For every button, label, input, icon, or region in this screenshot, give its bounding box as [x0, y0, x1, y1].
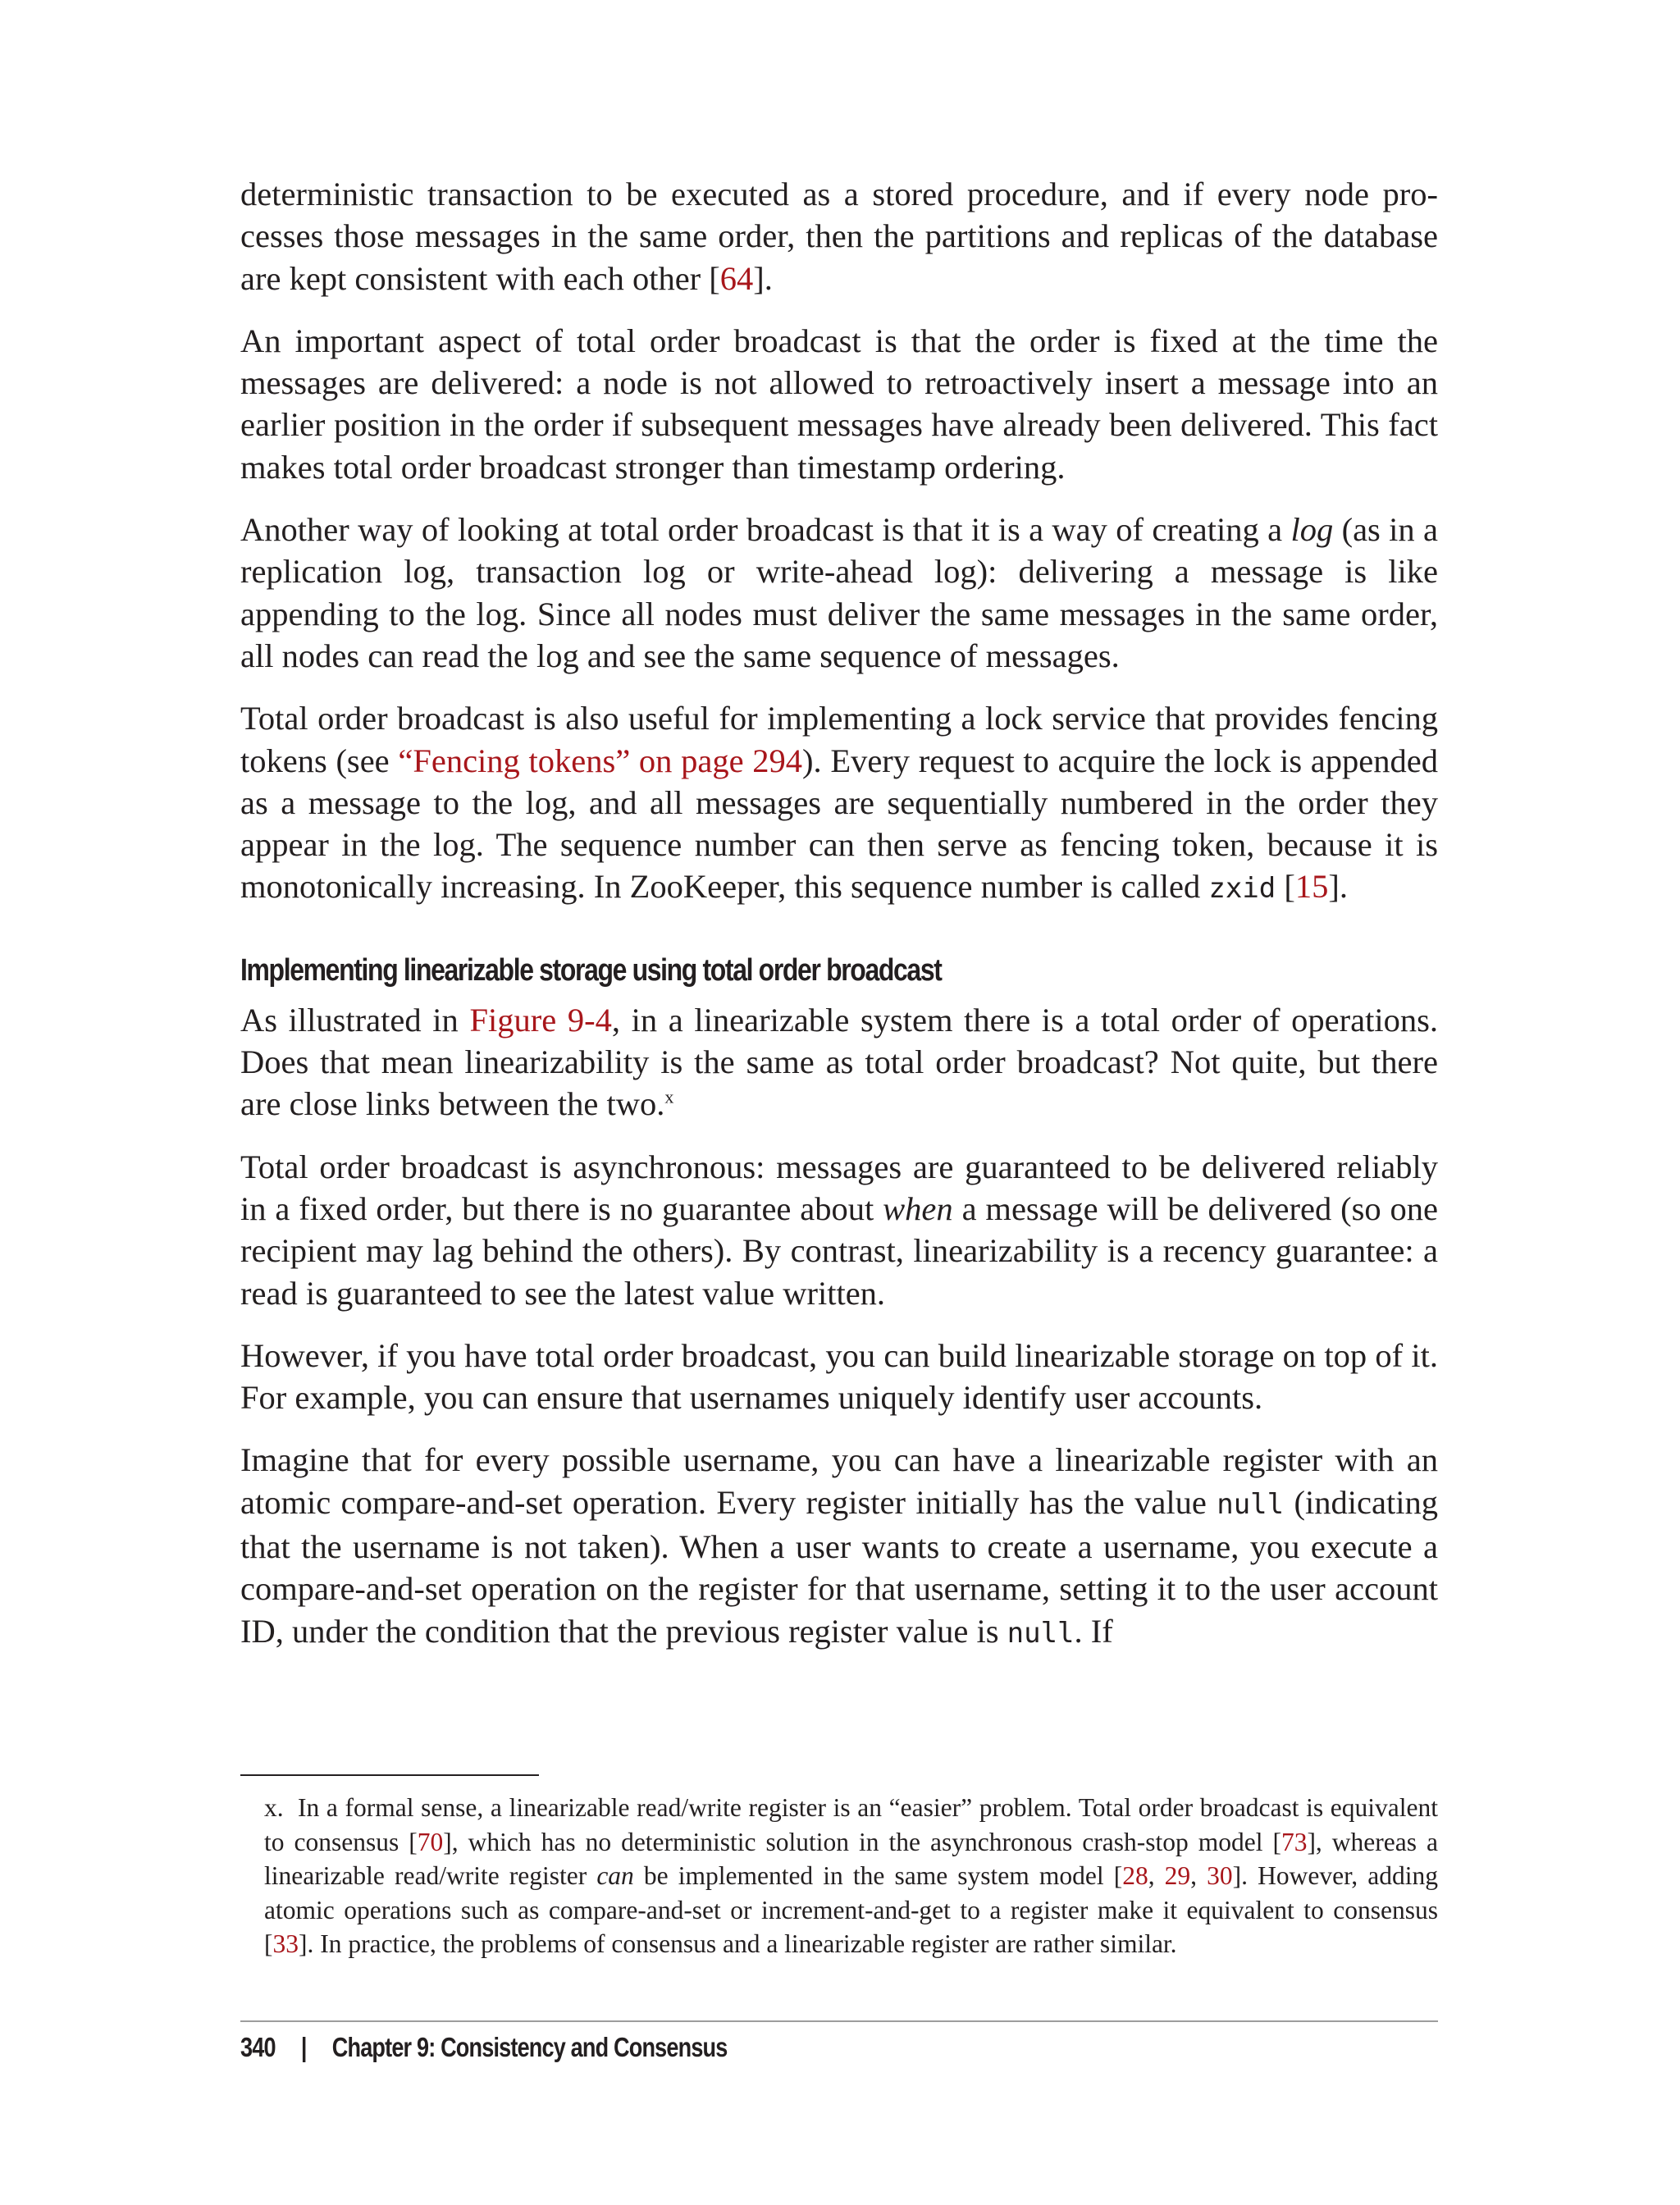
section-paragraph-2: Total order broadcast is asynchronous: messages are guaranteed to be delivered reliably in a fixed order, but there is no guarantee about when a message will be delivered (so one recipient may lag behind the others). By contrast, linearizability is a recency guarantee: a read is guaranteed to see the latest value written. — [240, 1148, 1438, 1312]
paragraph-4: Total order broadcast is also useful for implementing a lock service that provides fencing tokens (see “Fencing tokens” on page 294). Every request to acquire the lock is appended as a message to the log, and all messages are sequentially numbered in the order they appear in the log. The sequence number can then serve as fencing token, because it is monotonically increasing. In ZooKeeper, this sequence number is called zxid [15]. — [240, 700, 1438, 906]
emphasis: can — [596, 1861, 634, 1890]
paragraph-3: Another way of looking at total order broadcast is that it is a way of creating a log (as in a replication log, transaction log or write-ahead log): delivering a message is like appending to the log. Since all nodes must deliver the same messages in the same order, all nodes can read the log and see the same sequence of messages. — [240, 511, 1438, 674]
page-number: 340 — [240, 2032, 276, 2062]
chapter-title: Chapter 9: Consistency and Consensus — [331, 2032, 728, 2062]
paragraph-2: An important aspect of total order broadcast is that the order is fixed at the time the messages are delivered: a node is not allowed to retroactively insert a message into an earlier position in the order if subsequent messages have already been delivered. This fact makes total order broadcast stronger than timestamp ordering. — [240, 322, 1438, 486]
emphasis: log — [1290, 511, 1334, 549]
main-text — [240, 173, 1438, 1675]
page-footer — [240, 2029, 728, 2066]
citation-link[interactable]: 70 — [417, 1827, 444, 1856]
paragraph-1: deterministic transaction to be executed as a stored procedure, and if every node processes those messages in the same order, then the partitions and replicas of the database are kept consistent with each other [64]. — [240, 176, 1438, 297]
footer-separator: | — [300, 2032, 307, 2062]
inline-code: null — [1217, 1487, 1285, 1521]
figure-link[interactable]: Figure 9-4 — [469, 1001, 612, 1039]
citation-link[interactable]: 33 — [272, 1929, 299, 1958]
section-heading: Implementing linearizable storage using total order broadcast — [240, 952, 942, 988]
citation-link[interactable]: 73 — [1281, 1827, 1308, 1856]
emphasis: when — [883, 1189, 953, 1227]
section-paragraph-1: As illustrated in Figure 9-4, in a linearizable system there is a total order of operations. Does that mean linearizability is the same as total order broadcast? Not quite, but there are close links between the two.$^x$ — [240, 1001, 1438, 1123]
footnote-divider — [240, 1774, 539, 1776]
footer-divider — [240, 2020, 1438, 2022]
citation-link[interactable]: 64 — [719, 259, 754, 297]
footnote: x. In a formal sense, a linearizable read/write register is an “easier” problem. Total order broadcast is equivalent to consensus [70], which has no deterministic solution in the asynchronous crash-stop model [73], whereas a linearizable read/write register can be implemented in the same system model [28, 29, 30]. However, adding atomic operations such as compare-and-set or increment-and-get to a register make it equivalent to consensus [33]. In practice, the problems of consensus and a linearizable register are rather similar. — [264, 1793, 1439, 1958]
cross-reference-link[interactable]: “Fencing tokens” on page 294 — [398, 742, 803, 779]
citation-link[interactable]: 29 — [1164, 1861, 1191, 1890]
citation-link[interactable]: 30 — [1207, 1861, 1233, 1890]
citation-link[interactable]: 15 — [1294, 868, 1329, 906]
section-paragraph-4: Imagine that for every possible username, you can have a linearizable register with an atomic compare-and-set operation. Every register initially has the value null (indicating that the username is not taken). When a user wants to create a username, you execute a compare-and-set operation on the register for that username, setting it to the user account ID, under the condition that the previous register value is null. If — [240, 1441, 1438, 1650]
citation-link[interactable]: 28 — [1122, 1861, 1148, 1890]
footnote-marker[interactable]: x — [664, 1086, 674, 1107]
footnote-label: x. — [264, 1793, 284, 1822]
inline-code: null — [1007, 1616, 1075, 1650]
section-paragraph-3: However, if you have total order broadcast, you can build linearizable storage on top of it. For example, you can ensure that usernames uniquely identify user accounts. — [240, 1336, 1438, 1417]
inline-code: zxid — [1208, 872, 1276, 906]
